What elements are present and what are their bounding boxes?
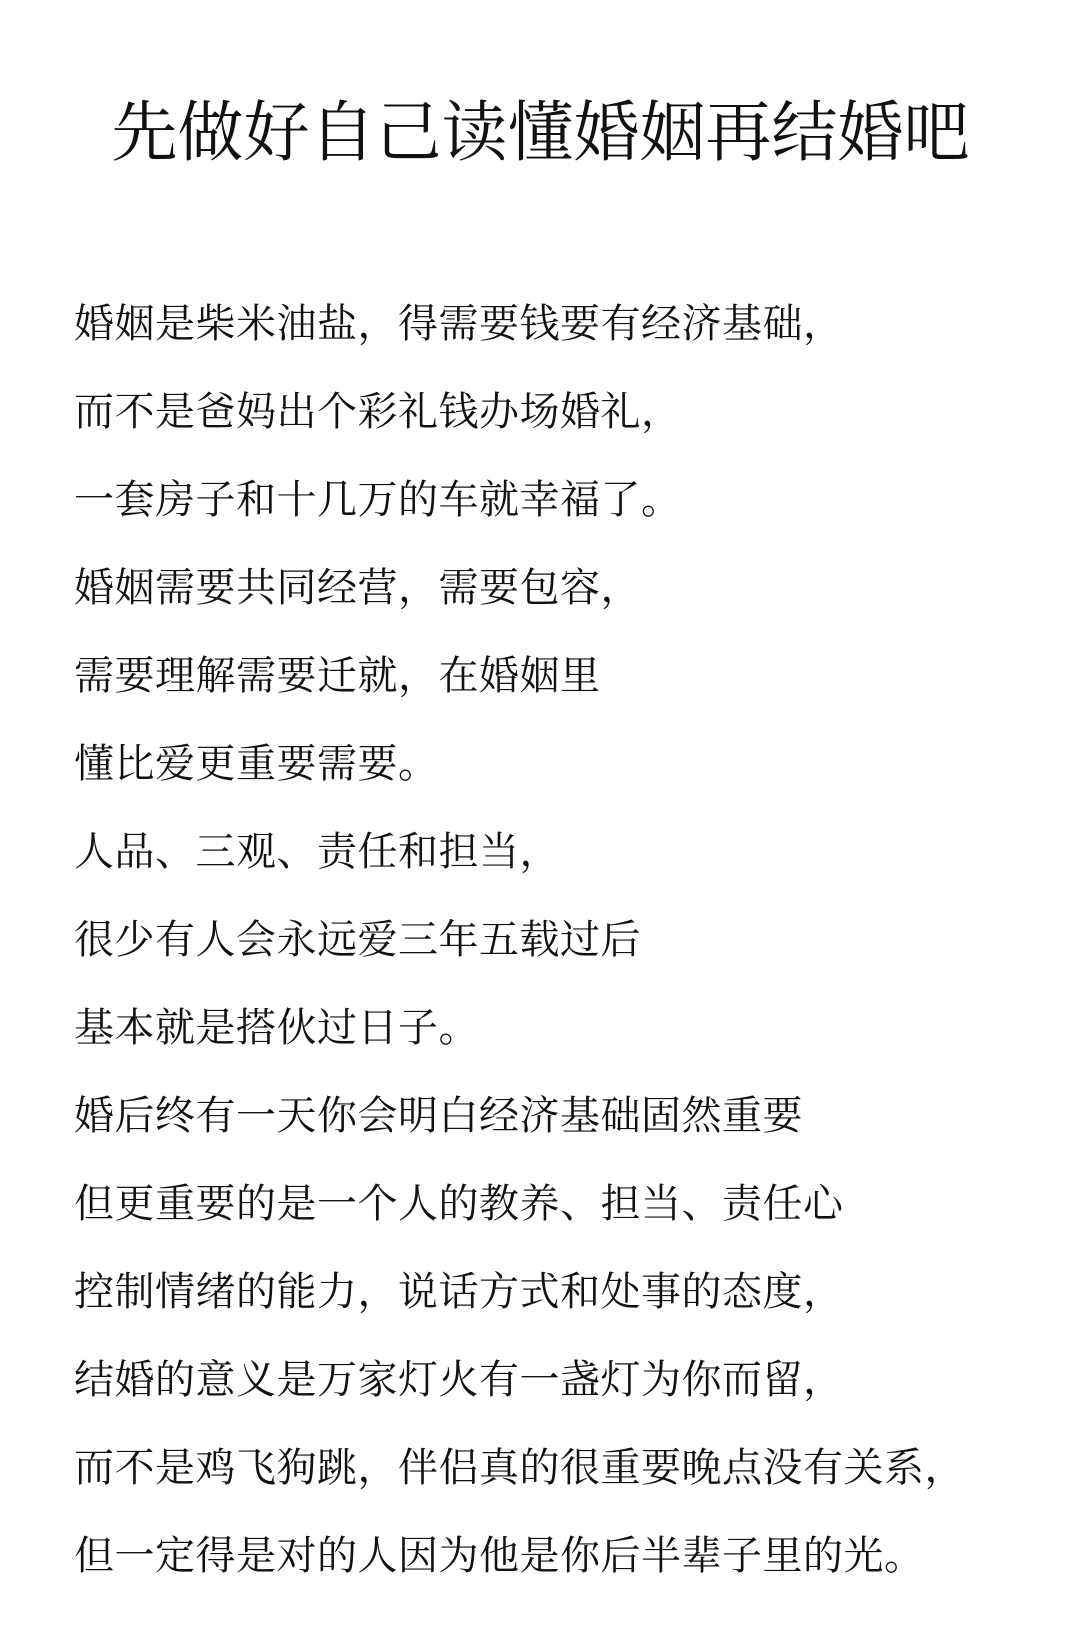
text-line: 结婚的意义是万家灯火有一盏灯为你而留， [74, 1357, 844, 1403]
text-line: 懂比爱更重要需要。 [74, 741, 439, 787]
text-line: 一套房子和十几万的车就幸福了。 [74, 477, 682, 523]
text-line: 婚后终有一天你会明白经济基础固然重要 [74, 1093, 803, 1139]
text-line: 基本就是搭伙过日子。 [74, 1005, 479, 1051]
text-line: 但更重要的是一个人的教养、担当、责任心 [74, 1181, 844, 1227]
body-text [74, 280, 1064, 1600]
text-line: 而不是鸡飞狗跳，伴侣真的很重要晚点没有关系， [74, 1445, 965, 1491]
text-line: 而不是爸妈出个彩礼钱办场婚礼， [74, 389, 682, 435]
text-line: 需要理解需要迁就，在婚姻里 [74, 653, 601, 699]
page-title: 先做好自己读懂婚姻再结婚吧 [111, 94, 970, 171]
text-line: 婚姻是柴米油盐，得需要钱要有经济基础， [74, 301, 844, 347]
text-line: 很少有人会永远爱三年五载过后 [74, 917, 641, 963]
text-line: 人品、三观、责任和担当， [74, 829, 560, 875]
text-line: 控制情绪的能力，说话方式和处事的态度， [74, 1269, 844, 1315]
text-line: 但一定得是对的人因为他是你后半辈子里的光。 [74, 1533, 925, 1579]
text-line: 婚姻需要共同经营，需要包容， [74, 565, 641, 611]
